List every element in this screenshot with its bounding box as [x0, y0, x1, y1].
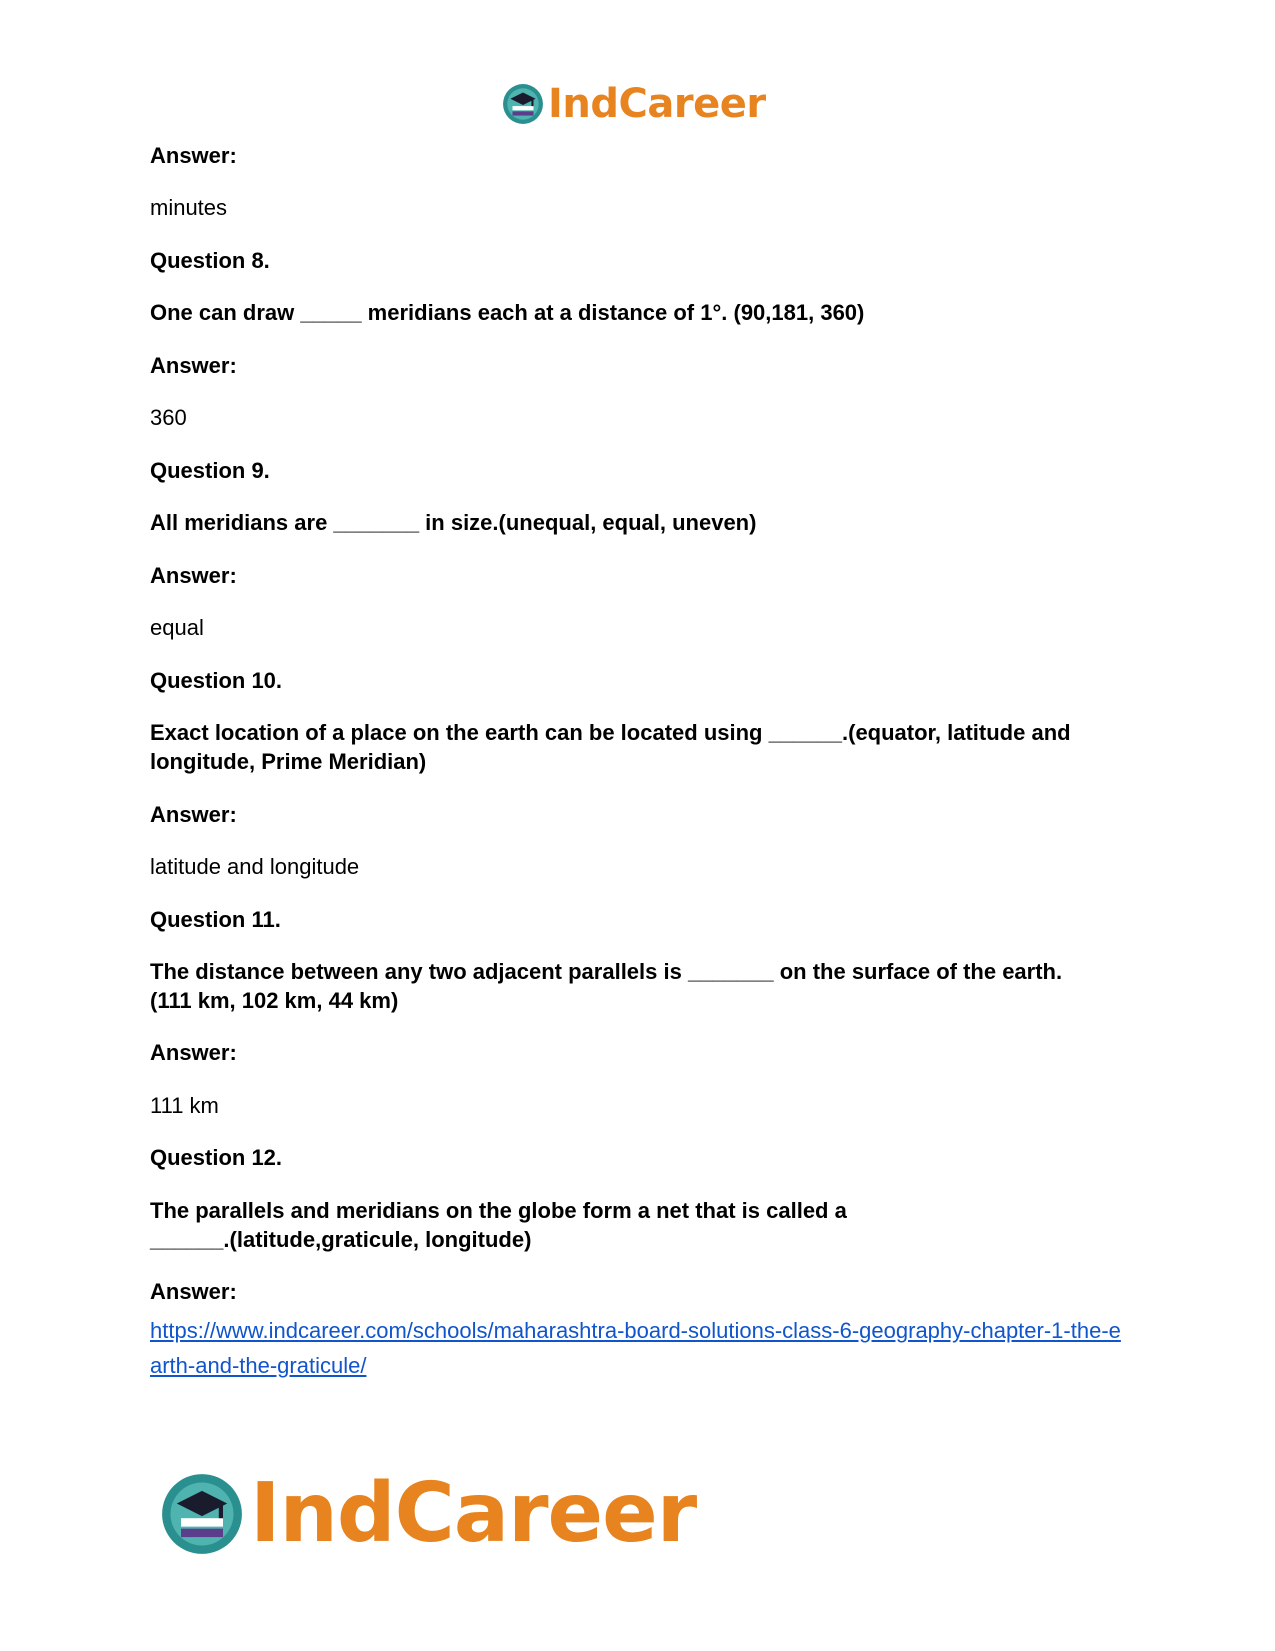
answer-label: Answer:: [150, 802, 237, 827]
question-12-text: The parallels and meridians on the globe form a net that is called a: [150, 1198, 847, 1223]
question-9-text: All meridians are _______ in size.(unequal, equal, uneven): [150, 510, 757, 535]
answer-label: Answer:: [150, 143, 237, 168]
header-brand: IndCareer: [548, 81, 766, 127]
answer-label: Answer:: [150, 1279, 237, 1304]
question-11-text: The distance between any two adjacent parallels is _______ on the surface of the earth.: [150, 959, 1063, 984]
footer-brand: IndCareer: [250, 1466, 697, 1561]
question-9-heading: Question 9.: [150, 458, 270, 483]
question-12-heading: Question 12.: [150, 1145, 283, 1170]
answer-label: Answer:: [150, 353, 237, 378]
answer-text: latitude and longitude: [150, 854, 360, 879]
question-10-text: Exact location of a place on the earth can be located using ______.(equator, latitude and: [150, 720, 1071, 745]
question-12-text-cont: ______.(latitude,graticule, longitude): [150, 1227, 532, 1252]
question-8-text: One can draw _____ meridians each at a distance of 1°. (90,181, 360): [150, 300, 865, 325]
answer-text: 360: [150, 405, 187, 430]
header-logo: [502, 82, 766, 126]
source-link[interactable]: https://www.indcareer.com/schools/maharashtra-board-solutions-class-6-geography-chapter-1-the-earth-and-the-graticule/: [150, 1318, 1121, 1378]
answer-label: Answer:: [150, 1040, 237, 1065]
question-8-heading: Question 8.: [150, 248, 270, 273]
answer-label: Answer:: [150, 563, 237, 588]
answer-text: equal: [150, 615, 204, 640]
graduation-book-icon: [502, 83, 544, 125]
question-11-heading: Question 11.: [150, 907, 281, 932]
question-10-text-cont: longitude, Prime Meridian): [150, 749, 427, 774]
question-11-text-cont: (111 km, 102 km, 44 km): [150, 988, 399, 1013]
answer-text: minutes: [150, 195, 228, 220]
answer-text: 111 km: [150, 1093, 219, 1118]
footer-logo: [160, 1466, 697, 1561]
graduation-book-icon: [160, 1472, 244, 1556]
question-10-heading: Question 10.: [150, 668, 283, 693]
